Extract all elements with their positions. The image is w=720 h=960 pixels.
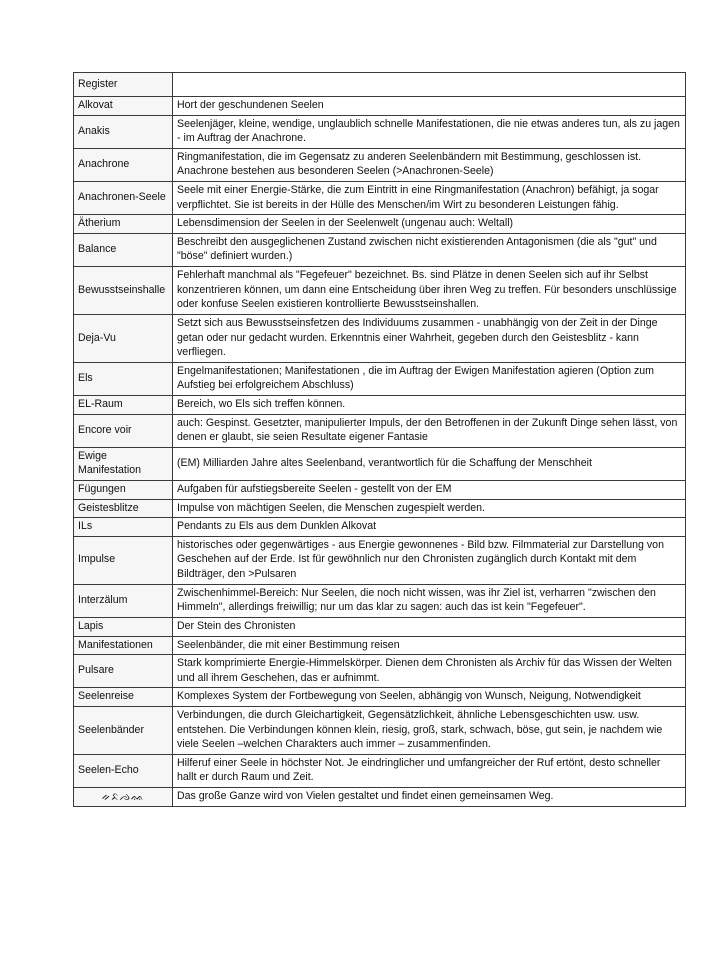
term-cell: Alkovat <box>74 97 173 116</box>
term-cell: Anachrone <box>74 148 173 181</box>
table-row <box>74 536 686 584</box>
term-cell: Fügungen <box>74 481 173 500</box>
term-cell: Deja-Vu <box>74 314 173 362</box>
definition-cell: auch: Gespinst. Gesetzter, manipulierter Impuls, der den Betroffenen in der Zukunft Dinge sehen lässt, von denen er glaubt, sie seien Resultate eigener Fantasie <box>173 414 686 447</box>
table-row <box>74 414 686 447</box>
table-row <box>74 499 686 518</box>
definition-cell: (EM) Milliarden Jahre altes Seelenband, verantwortlich für die Schaffung der Menschheit <box>173 447 686 480</box>
table-row <box>74 362 686 395</box>
header-row <box>74 73 686 97</box>
table-row <box>74 215 686 234</box>
term-cell: Seelenbänder <box>74 706 173 754</box>
table-row <box>74 447 686 480</box>
table-row <box>74 754 686 787</box>
definition-cell: Aufgaben für aufstiegsbereite Seelen - gestellt von der EM <box>173 481 686 500</box>
definition-cell: Verbindungen, die durch Gleichartigkeit, Gegensätzlichkeit, ähnliche Lebensgeschichten usw. usw. entstehen. Die Verbindungen können klein, riesig, groß, stark, schwach, böse, gut sein, je nachdem wie viele Seelen –welchen Charakters auch immer – zusammenfinden. <box>173 706 686 754</box>
term-cell: Encore voir <box>74 414 173 447</box>
definition-cell: Setzt sich aus Bewusstseinsfetzen des Individuums zusammen - unabhängig von der Zeit in der Dinge getan oder nur gedacht wurden. Erkenntnis einer Wahrheit, gegeben durch den Geistesblitz - kann verfliegen. <box>173 314 686 362</box>
glossary-table <box>73 72 686 807</box>
definition-cell: Ringmanifestation, die im Gegensatz zu anderen Seelenbändern mit Bestimmung, geschlossen ist. Anachrone bestehen aus besonderen Seelen (>Anachronen-Seele) <box>173 148 686 181</box>
term-cell: Ewige Manifestation <box>74 447 173 480</box>
term-cell: Pulsare <box>74 655 173 688</box>
definition-cell: Fehlerhaft manchmal als "Fegefeuer" bezeichnet. Bs. sind Plätze in denen Seelen sich auf ihr Selbst konzentrieren können, um dann eine Entscheidung über ihren Weg zu treffen. Für besonders unschlüssige oder konfuse Seelen existieren kontrollierte Bewusstseinshallen. <box>173 267 686 315</box>
table-row <box>74 688 686 707</box>
table-row <box>74 518 686 537</box>
definition-cell: Hilferuf einer Seele in höchster Not. Je eindringlicher und umfangreicher der Ruf ertönt, desto schneller hallt er durch Raum und Zeit. <box>173 754 686 787</box>
header-term-cell: Register <box>74 73 173 97</box>
term-cell: Anakis <box>74 115 173 148</box>
term-cell: Seelen-Echo <box>74 754 173 787</box>
term-cell: Anachronen-Seele <box>74 182 173 215</box>
footer-definition-cell: Das große Ganze wird von Vielen gestaltet und findet einen gemeinsamen Weg. <box>173 787 686 806</box>
table-row <box>74 233 686 266</box>
header-definition-cell <box>173 73 686 97</box>
term-cell: Manifestationen <box>74 636 173 655</box>
table-row <box>74 395 686 414</box>
table-row <box>74 148 686 181</box>
term-cell: ILs <box>74 518 173 537</box>
definition-cell: Stark komprimierte Energie-Himmelskörper. Dienen dem Chronisten als Archiv für das Wissen der Welten und all ihrem Geschehen, das er aufnimmt. <box>173 655 686 688</box>
definition-cell: Pendants zu Els aus dem Dunklen Alkovat <box>173 518 686 537</box>
table-row <box>74 267 686 315</box>
table-row <box>74 182 686 215</box>
glossary-body <box>74 73 686 807</box>
table-row <box>74 97 686 116</box>
table-row <box>74 706 686 754</box>
term-cell: EL-Raum <box>74 395 173 414</box>
definition-cell: Hort der geschundenen Seelen <box>173 97 686 116</box>
term-cell: Ätherium <box>74 215 173 234</box>
ornament-cell <box>74 787 173 806</box>
term-cell: Impulse <box>74 536 173 584</box>
definition-cell: Komplexes System der Fortbewegung von Seelen, abhängig von Wunsch, Neigung, Notwendigkeit <box>173 688 686 707</box>
term-cell: Seelenreise <box>74 688 173 707</box>
definition-cell: historisches oder gegenwärtiges - aus Energie gewonnenes - Bild bzw. Filmmaterial zur Darstellung von Geschehen auf der Erde. Ist für gewöhnlich nur den Chronisten zugänglich durch Kontakt mit dem Bildträger, den >Pulsaren <box>173 536 686 584</box>
table-row <box>74 636 686 655</box>
definition-cell: Engelmanifestationen; Manifestationen , die im Auftrag der Ewigen Manifestation agieren (Option zum Aufstieg bei erfolgreichem Abschluss) <box>173 362 686 395</box>
ornament-icon: ᨀᨅᨌᨐ <box>101 789 145 803</box>
term-cell: Bewusstseinshalle <box>74 267 173 315</box>
term-cell: Interzälum <box>74 584 173 617</box>
definition-cell: Impulse von mächtigen Seelen, die Menschen zugespielt werden. <box>173 499 686 518</box>
footer-row <box>74 787 686 806</box>
definition-cell: Bereich, wo Els sich treffen können. <box>173 395 686 414</box>
term-cell: Balance <box>74 233 173 266</box>
definition-cell: Seelenbänder, die mit einer Bestimmung reisen <box>173 636 686 655</box>
table-row <box>74 481 686 500</box>
definition-cell: Seele mit einer Energie-Stärke, die zum Eintritt in eine Ringmanifestation (Anachron) befähigt, ja sogar verpflichtet. Sie ist bereits in der Hülle des Menschen/im Wirt zu besonderen Leistungen fähig. <box>173 182 686 215</box>
table-row <box>74 314 686 362</box>
term-cell: Geistesblitze <box>74 499 173 518</box>
table-row <box>74 655 686 688</box>
table-row <box>74 617 686 636</box>
definition-cell: Beschreibt den ausgeglichenen Zustand zwischen nicht existierenden Antagonismen (die als "gut" und "böse" definiert wurden.) <box>173 233 686 266</box>
table-row <box>74 115 686 148</box>
term-cell: Els <box>74 362 173 395</box>
definition-cell: Lebensdimension der Seelen in der Seelenwelt (ungenau auch: Weltall) <box>173 215 686 234</box>
definition-cell: Seelenjäger, kleine, wendige, unglaublich schnelle Manifestationen, die nie etwas anderes tun, als zu jagen - im Auftrag der Anachrone. <box>173 115 686 148</box>
term-cell: Lapis <box>74 617 173 636</box>
definition-cell: Zwischenhimmel-Bereich: Nur Seelen, die noch nicht wissen, was ihr Ziel ist, verharren "zwischen den Himmeln", allerdings freiwillig; nur um das klar zu sagen: auch das ist kein "Fegefeuer". <box>173 584 686 617</box>
table-row <box>74 584 686 617</box>
definition-cell: Der Stein des Chronisten <box>173 617 686 636</box>
